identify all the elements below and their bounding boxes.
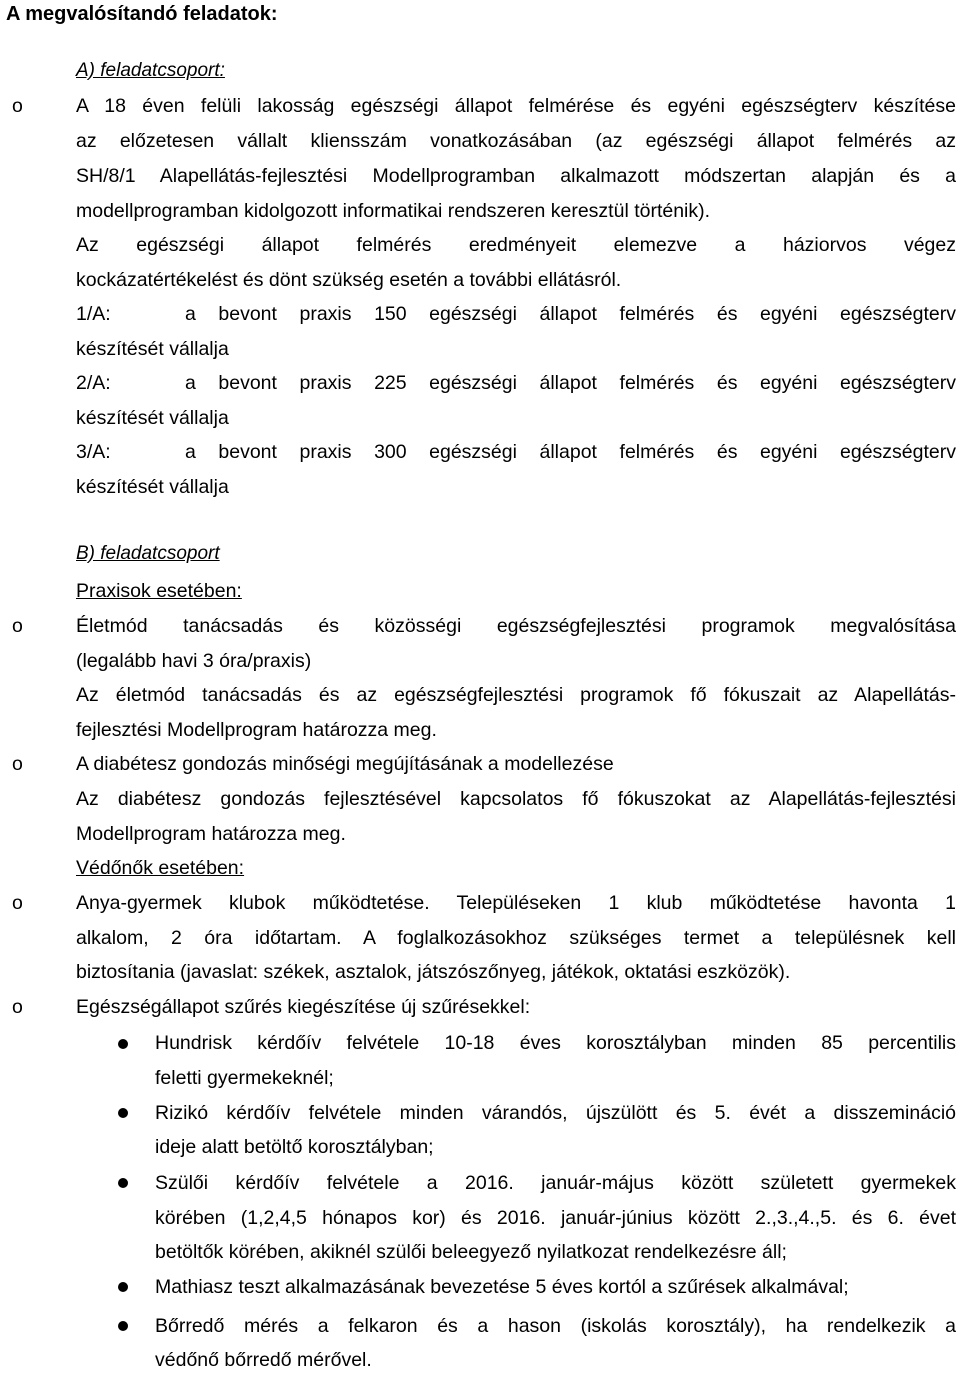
sub-bullet-line: védőnő bőrredő mérővel.	[155, 1349, 372, 1371]
group-a-para-line2: kockázatértékelést és dönt szükség esetén a további ellátásról.	[76, 269, 622, 291]
option-text-cont: készítését vállalja	[76, 338, 229, 360]
group-b-item2-para-line2: Modellprogram határozza meg.	[76, 823, 346, 845]
praxis-heading: Praxisok esetében:	[76, 580, 242, 602]
circle-bullet-icon: o	[12, 892, 23, 914]
vedono-heading: Védőnők esetében:	[76, 857, 245, 879]
sub-bullet-line: Bőrredő mérés a felkaron és a hason (iskolás korosztály), ha rendelkezik a	[155, 1315, 956, 1337]
option-text: a bevont praxis 150 egészségi állapot felmérés és egyéni egészségterv	[185, 303, 956, 325]
circle-bullet-icon: o	[12, 996, 23, 1018]
group-b-item1-line2: (legalább havi 3 óra/praxis)	[76, 650, 312, 672]
group-b-title: B) feladatcsoport	[76, 543, 220, 564]
option-text-cont: készítését vállalja	[76, 407, 229, 429]
sub-bullet-line: Rizikó kérdőív felvétele minden várandós, újszülött és 5. évét a disszemináció	[155, 1102, 956, 1124]
group-a-item1-line2: az előzetesen vállalt kliensszám vonatkozásában (az egészségi állapot felmérés az	[76, 130, 956, 152]
group-b-item3-line1: Anya-gyermek klubok működtetése. Településeken 1 klub működtetése havonta 1	[76, 892, 956, 914]
group-b-item2-para-line1: Az diabétesz gondozás fejlesztésével kapcsolatos fő fókuszokat az Alapellátás-fejlesztési	[76, 788, 956, 810]
group-b-item1-line1: Életmód tanácsadás és közösségi egészségfejlesztési programok megvalósítása	[76, 615, 956, 637]
group-a-item1-line3: SH/8/1 Alapellátás-fejlesztési Modellprogramban alkalmazott módszertan alapján és a	[76, 165, 956, 187]
group-b-item1-para-line1: Az életmód tanácsadás és az egészségfejlesztési programok fő fókuszait az Alapellátás-	[76, 684, 956, 706]
sub-bullet-line: feletti gyermekeknél;	[155, 1067, 334, 1089]
bullet-dot-icon	[118, 1282, 128, 1292]
group-b-item3-line2: alkalom, 2 óra időtartam. A foglalkozásokhoz szükséges termet a településnek kell	[76, 927, 956, 949]
group-b-item1-para-line2: fejlesztési Modellprogram határozza meg.	[76, 719, 437, 741]
option-text-cont: készítését vállalja	[76, 476, 229, 498]
circle-bullet-icon: o	[12, 615, 23, 637]
group-b-item3-line3: biztosítania (javaslat: székek, asztalok, játszószőnyeg, játékok, oktatási eszközök).	[76, 961, 791, 983]
option-text: a bevont praxis 225 egészségi állapot felmérés és egyéni egészségterv	[185, 372, 956, 394]
page-title: A megvalósítandó feladatok:	[6, 3, 278, 25]
bullet-dot-icon	[118, 1178, 128, 1188]
option-code: 1/A:	[76, 303, 111, 325]
group-a-item1-line1: A 18 éven felüli lakosság egészségi állapot felmérése és egyéni egészségterv készítése	[76, 95, 956, 117]
group-a-title: A) feladatcsoport:	[76, 60, 225, 81]
group-b-item4-line: Egészségállapot szűrés kiegészítése új szűrésekkel:	[76, 996, 531, 1018]
bullet-dot-icon	[118, 1321, 128, 1331]
sub-bullet-line: betöltők körében, akiknél szülői beleegyező nyilatkozat rendelkezésre áll;	[155, 1241, 787, 1263]
sub-bullet-line: Hundrisk kérdőív felvétele 10-18 éves korosztályban minden 85 percentilis	[155, 1032, 956, 1054]
group-b-item2-line: A diabétesz gondozás minőségi megújításának a modellezése	[76, 753, 614, 775]
option-code: 2/A:	[76, 372, 111, 394]
sub-bullet-line: körében (1,2,4,5 hónapos kor) és 2016. január-június között 2.,3.,4.,5. és 6. évet	[155, 1207, 956, 1229]
option-code: 3/A:	[76, 441, 111, 463]
option-text: a bevont praxis 300 egészségi állapot felmérés és egyéni egészségterv	[185, 441, 956, 463]
bullet-dot-icon	[118, 1108, 128, 1118]
group-a-para-line1: Az egészségi állapot felmérés eredményeit elemezve a háziorvos végez	[76, 234, 956, 256]
sub-bullet-line: Mathiasz teszt alkalmazásának bevezetése 5 éves kortól a szűrések alkalmával;	[155, 1276, 849, 1298]
group-a-item1-line4: modellprogramban kidolgozott informatikai rendszeren keresztül történik).	[76, 200, 711, 222]
bullet-dot-icon	[118, 1039, 128, 1049]
sub-bullet-line: Szülői kérdőív felvétele a 2016. január-május között született gyermekek	[155, 1172, 956, 1194]
circle-bullet-icon: o	[12, 95, 23, 117]
sub-bullet-line: ideje alatt betöltő korosztályban;	[155, 1136, 434, 1158]
circle-bullet-icon: o	[12, 753, 23, 775]
